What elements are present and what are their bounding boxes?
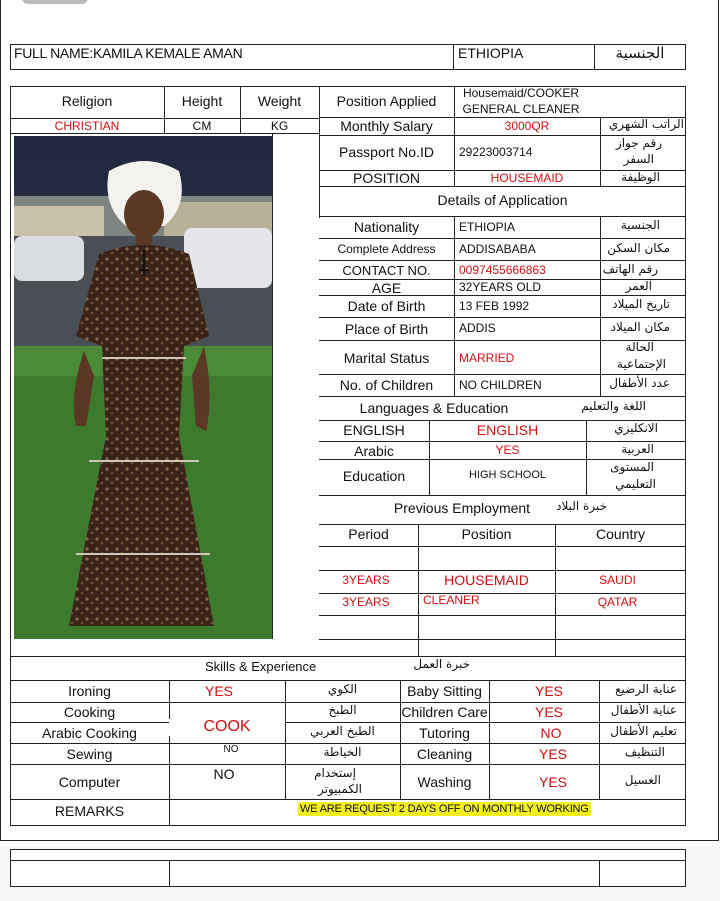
cleaning-ar: التنظيف bbox=[624, 745, 665, 759]
details-title: Details of Application bbox=[437, 192, 568, 208]
ironing-value: YES bbox=[204, 683, 233, 699]
children-care-value: YES bbox=[534, 704, 563, 720]
contact-ar: رقم الهاتف bbox=[602, 262, 658, 276]
arabic-cooking-ar: الطبخ العربي bbox=[310, 724, 375, 738]
passport-value: 29223003714 bbox=[459, 145, 533, 159]
weight-value: KG bbox=[270, 119, 289, 133]
marital-label: Marital Status bbox=[343, 350, 430, 366]
age-value: 32YEARS OLD bbox=[459, 280, 542, 294]
arabic-ar: العربية bbox=[621, 442, 654, 456]
children-value: NO CHILDREN bbox=[459, 378, 542, 392]
marital-ar-1: الحالة bbox=[625, 340, 654, 354]
tutoring-ar: تعليم الأطفال bbox=[610, 724, 677, 738]
arabic-value: YES bbox=[495, 443, 520, 457]
computer-ar-1: إستخدام bbox=[314, 766, 356, 780]
computer-value: NO bbox=[213, 766, 235, 782]
emp-position-2: CLEANER bbox=[423, 593, 480, 607]
computer-label: Computer bbox=[58, 774, 121, 790]
emp-country-2: QATAR bbox=[597, 595, 638, 609]
marital-value: MARRIED bbox=[459, 351, 515, 365]
position-applied-value-1: Housemaid/COOKER bbox=[462, 86, 580, 100]
passport-ar-1: رقم جواز bbox=[615, 136, 662, 150]
remarks-label: REMARKS bbox=[54, 803, 125, 819]
baby-sitting-value: YES bbox=[534, 683, 563, 699]
employment-title-ar: خبرة البلاد bbox=[556, 499, 607, 513]
washing-ar: الغسيل bbox=[624, 773, 661, 787]
nationality-label: Nationality bbox=[353, 219, 420, 235]
languages-title-ar: اللغة والتعليم bbox=[581, 399, 646, 413]
nationality-value: ETHIOPIA bbox=[459, 220, 516, 234]
emp-period-1: 3YEARS bbox=[342, 573, 390, 587]
age-ar: العمر bbox=[625, 279, 652, 293]
next-page-box bbox=[10, 849, 686, 887]
baby-sitting-ar: عناية الرضيع bbox=[615, 682, 677, 696]
pob-label: Place of Birth bbox=[344, 321, 429, 337]
children-ar: عدد الأطفال bbox=[609, 376, 670, 390]
position-value: HOUSEMAID bbox=[490, 171, 564, 185]
nationality-ar: الجنسية bbox=[620, 218, 660, 232]
children-label: No. of Children bbox=[339, 377, 434, 393]
baby-sitting-label: Baby Sitting bbox=[407, 683, 482, 699]
address-value: ADDISABABA bbox=[459, 242, 536, 256]
address-label: Complete Address bbox=[337, 242, 436, 256]
passport-label: Passport No.ID bbox=[339, 144, 434, 160]
country-header: Country bbox=[595, 526, 646, 542]
cook-value: COOK bbox=[169, 719, 285, 736]
tutoring-value: NO bbox=[540, 725, 562, 741]
contact-label: CONTACT NO. bbox=[342, 263, 431, 278]
dob-label: Date of Birth bbox=[347, 298, 426, 314]
children-care-ar: عناية الأطفال bbox=[610, 703, 677, 717]
height-value: CM bbox=[192, 119, 212, 133]
position-ar: الوظيفة bbox=[621, 170, 660, 184]
cleaning-value: YES bbox=[538, 746, 567, 762]
pob-ar: مكان الميلاد bbox=[610, 320, 670, 334]
address-ar: مكان السكن bbox=[607, 241, 670, 255]
skills-title: Skills & Experience bbox=[205, 659, 317, 674]
washing-label: Washing bbox=[417, 774, 472, 790]
weight-label: Weight bbox=[257, 93, 302, 109]
cleaning-label: Cleaning bbox=[416, 746, 473, 762]
position-applied-label: Position Applied bbox=[336, 93, 437, 109]
ironing-ar: الكوي bbox=[327, 682, 358, 696]
english-value: ENGLISH bbox=[476, 422, 539, 438]
contact-value: 0097455666863 bbox=[459, 263, 546, 277]
monthly-salary-label: Monthly Salary bbox=[340, 118, 433, 134]
page-top-tab bbox=[22, 0, 88, 4]
religion-value: CHRISTIAN bbox=[54, 119, 120, 133]
sewing-label: Sewing bbox=[66, 746, 113, 762]
full-name: FULL NAME:KAMILA KEMALE AMAN bbox=[14, 45, 243, 61]
arabic-cooking-label: Arabic Cooking bbox=[42, 725, 137, 741]
marital-ar-2: الإجتماعية bbox=[616, 357, 666, 371]
english-ar: الانكليزي bbox=[614, 421, 658, 435]
remarks-value: WE ARE REQUEST 2 DAYS OFF ON MONTHLY WORKING bbox=[300, 803, 589, 815]
passport-ar-2: السفر bbox=[623, 152, 654, 166]
english-label: ENGLISH bbox=[343, 422, 405, 438]
period-header: Period bbox=[348, 526, 389, 542]
header-nationality-ar: الجنسية bbox=[615, 44, 665, 62]
emp-country-1: SAUDI bbox=[599, 573, 636, 587]
languages-title: Languages & Education bbox=[359, 400, 509, 416]
arabic-label: Arabic bbox=[354, 443, 394, 459]
dob-value: 13 FEB 1992 bbox=[459, 299, 530, 313]
cooking-ar: الطبخ bbox=[328, 703, 357, 717]
sewing-value: NO bbox=[223, 744, 239, 755]
tutoring-label: Tutoring bbox=[419, 725, 470, 741]
employment-title: Previous Employment bbox=[393, 500, 531, 516]
monthly-salary-value: 3000QR bbox=[504, 119, 550, 133]
position-label: POSITION bbox=[353, 170, 420, 186]
children-care-label: Children Care bbox=[401, 704, 488, 720]
education-ar-2: التعليمي bbox=[615, 477, 656, 491]
sewing-ar: الخياطة bbox=[323, 745, 362, 759]
applicant-photo bbox=[14, 136, 272, 639]
education-label: Education bbox=[342, 468, 406, 484]
age-label: AGE bbox=[371, 280, 402, 296]
cooking-label: Cooking bbox=[63, 704, 116, 720]
dob-ar: تاريخ الميلاد bbox=[612, 297, 670, 311]
header-country: ETHIOPIA bbox=[458, 45, 524, 61]
height-label: Height bbox=[181, 93, 223, 109]
pob-value: ADDIS bbox=[459, 321, 496, 335]
education-ar-1: المستوى bbox=[610, 460, 654, 474]
position-applied-value-2: GENERAL CLEANER bbox=[462, 102, 580, 116]
position-header: Position bbox=[461, 526, 512, 542]
washing-value: YES bbox=[538, 774, 567, 790]
monthly-salary-ar: الراتب الشهري bbox=[608, 117, 684, 131]
remarks-value-wrap bbox=[298, 804, 591, 816]
emp-period-2: 3YEARS bbox=[342, 595, 390, 609]
ironing-label: Ironing bbox=[68, 683, 111, 699]
computer-ar-2: الكمبيوتر bbox=[318, 782, 362, 796]
skills-title-ar: خبرة العمل bbox=[413, 657, 470, 671]
education-value: HIGH SCHOOL bbox=[468, 469, 546, 481]
religion-label: Religion bbox=[61, 93, 113, 109]
emp-position-1: HOUSEMAID bbox=[444, 572, 529, 588]
